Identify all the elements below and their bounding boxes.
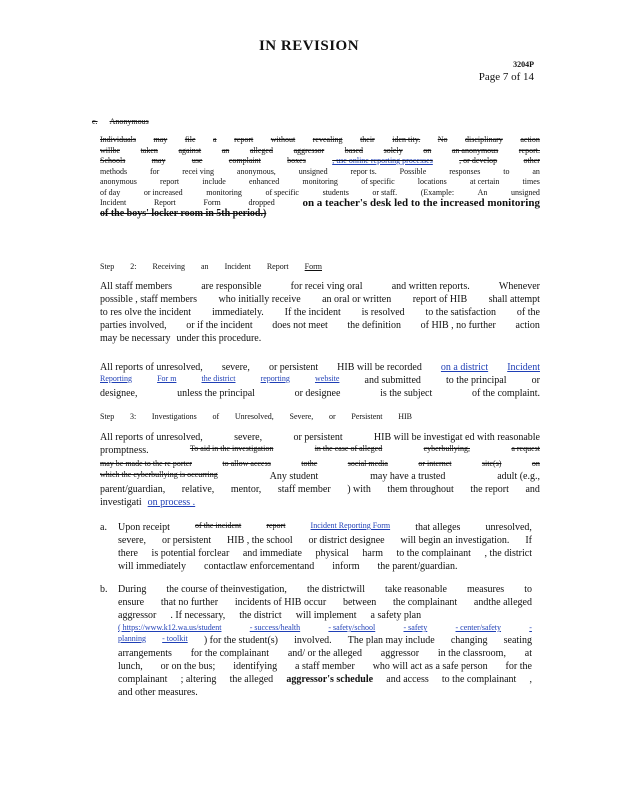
list-item-b: b. During the course of theinvestigation, the districtwill take reasonable measures to ensure that no further incidents of HIB occur between the complainant andthe alleged aggressor . If necessary, the district will implement a safety plan ( https://www.k12.wa.us/student - success/health - safety/school - safety - center/safety - planning - toolkit ) for the student(s) involved. The plan may include changing seating arrangements for the complainant and/ or the alleged aggressor in the classroom, at lunch, or on the bus; identifying a staff member who will act as a safe person for the complainant ; altering the alleged aggressor's schedule and access to the complainant , and other measures. [100, 584, 532, 698]
anonymous-label: c. Anonymous [92, 117, 149, 126]
step3-paragraph-1: All reports of unresolved, severe, or persistent HIB will be investigat ed with reasonable promptness. To aid in the investigation in the case of alleged cyberbullying, a request may be made to the re porter to allow access tothe social media or internet site(s) on which the cyberbullying is occurring Any student may have a trusted adult (e.g., parent/guardian, relative, mentor, staff member ) with them throughout the report and investigati on process . [100, 432, 540, 508]
district-website-link[interactable]: the district [201, 374, 236, 383]
text-line: of the boys' locker room in 5th period.) [100, 207, 267, 219]
text-line: of day or increased monitoring of specific students or staff. (Example: An unsigned [100, 187, 540, 197]
page-title: IN REVISION [258, 38, 360, 54]
safety-planning-toolkit-link[interactable]: ( https://www.k12.wa.us/student - success/health - safety/school - safety - center/safety - [118, 623, 532, 632]
text-line: Incident Report Form dropped on a teacher's desk led to the increased monitoring [100, 197, 540, 209]
document-code: 3204P [513, 60, 534, 69]
step2-paragraph-2: All reports of unresolved, severe, or persistent HIB will be recorded on a district Incident Reporting For m the district reporting website and submitted to the principal or designee, unless the principal or designee is the subject of the complaint. [100, 362, 540, 399]
step3-heading: Step 3: Investigations of Unresolved, Severe, or Persistent HIB [100, 412, 412, 421]
text-line: Schools may use complaint boxes , use online reporting processes , or develop other [100, 156, 540, 165]
page-number: Page 7 of 14 [478, 71, 534, 83]
online-reporting-link[interactable]: , use online reporting processes [332, 156, 433, 165]
text-line: anonymous report include enhanced monitoring of specific locations at certain times [100, 177, 540, 186]
incident-form-link[interactable]: Incident [507, 362, 540, 373]
anonymous-paragraph [100, 135, 540, 219]
step2-paragraph-1: All staff members are responsible for recei ving oral and written reports. Whenever possible , staff members who initially receive an oral or written report of HIB shall attempt to res olve the incident immediately. If the incident is resolved to the satisfaction of the parties involved, or if the incident does not meet the definition of HIB , no further action may be necessary under this procedure. [100, 281, 540, 344]
text-line: methods for recei ving anonymous, unsigned repor ts. Possible responses to an [100, 166, 540, 176]
step2-heading: Step 2: Receiving an Incident Report Form [100, 262, 322, 271]
list-item-a: a. Upon receipt of the incident report Incident Reporting Form that alleges unresolved, severe, or persistent HIB , the school or district designee will begin an investigation. If there is potential forclear and immediate physical harm to the complainant , the district will immediately contactlaw enforcementand inform the parent/guardian. [100, 521, 532, 572]
incident-reporting-form-link[interactable]: Incident Reporting Form [310, 521, 391, 530]
text-line: willbe taken against an alleged aggressor based solely on an anonymous report. [100, 145, 540, 155]
text-line: Individuals may file a report without revealing their iden tity. No disciplinary action [100, 135, 540, 144]
